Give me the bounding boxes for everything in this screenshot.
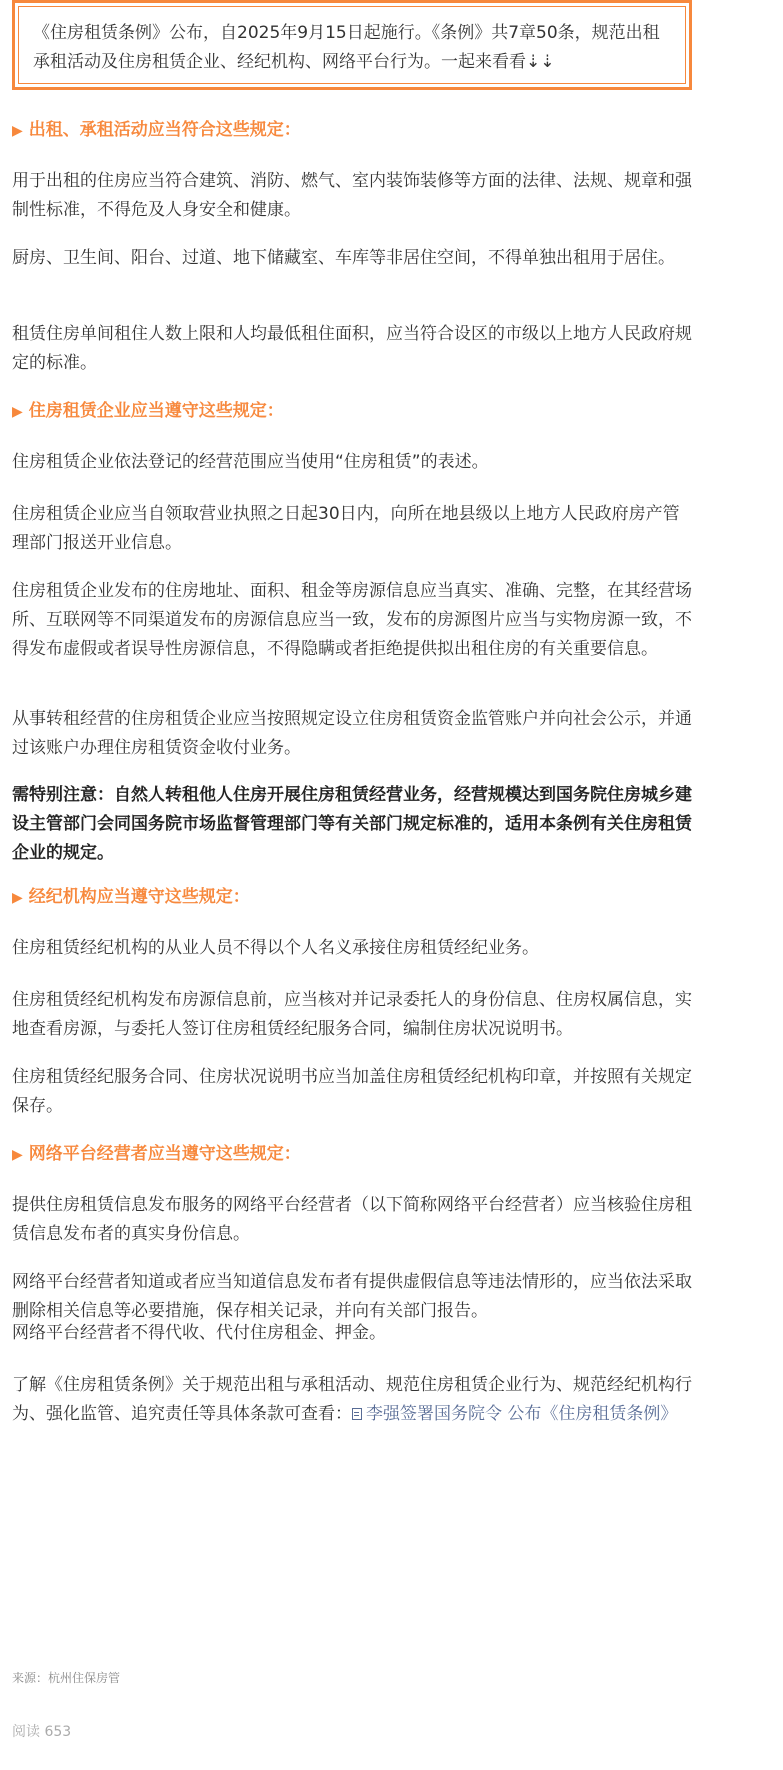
triangle-icon: ▶ <box>12 890 23 906</box>
triangle-icon: ▶ <box>12 404 23 420</box>
intro-box <box>12 0 692 90</box>
article-link[interactable] <box>352 1404 677 1424</box>
closing-paragraph <box>12 1371 694 1429</box>
special-note: 需特别注意：自然人转租他人住房开展住房租赁经营业务，经营规模达到国务院住房城乡建设主管部门会同国务院市场监督管理部门等有关部门规定标准的，适用本条例有关住房租赁企业的规定。 <box>12 785 692 863</box>
paragraph: 租赁住房单间租住人数上限和人均最低租住面积，应当符合设区的市级以上地方人民政府规定的标准。 <box>12 324 692 373</box>
article-link-text[interactable]: 李强签署国务院令 公布《住房租赁条例》 <box>366 1404 678 1424</box>
intro-text: 《住房租赁条例》公布，自2025年9月15日起施行。《条例》共7章50条，规范出租承租活动及住房租赁企业、经纪机构、网络平台行为。一起来看看⇣⇣ <box>18 6 686 84</box>
section-title: 住房租赁企业应当遵守这些规定： <box>28 401 284 421</box>
paragraph: 住房租赁企业依法登记的经营范围应当使用“住房租赁”的表述。 <box>12 452 489 472</box>
section-title: 出租、承租活动应当符合这些规定： <box>28 120 301 140</box>
document-icon <box>352 1408 362 1420</box>
paragraph: 网络平台经营者知道或者应当知道信息发布者有提供虚假信息等违法情形的，应当依法采取删除相关信息等必要措施，保存相关记录，并向有关部门报告。 <box>12 1272 692 1321</box>
triangle-icon: ▶ <box>12 1147 23 1163</box>
section-heading-rent <box>12 116 301 145</box>
section-heading-platform <box>12 1140 301 1169</box>
paragraph: 网络平台经营者不得代收、代付住房租金、押金。 <box>12 1323 386 1343</box>
read-count: 阅读 653 <box>12 1724 72 1740</box>
paragraph: 住房租赁经纪机构的从业人员不得以个人名义承接住房租赁经纪业务。 <box>12 938 539 958</box>
paragraph: 住房租赁企业发布的住房地址、面积、租金等房源信息应当真实、准确、完整，在其经营场所、互联网等不同渠道发布的房源信息应当一致，发布的房源图片应当与实物房源一致，不得发布虚假或者误导性房源信息，不得隐瞒或者拒绝提供拟出租住房的有关重要信息。 <box>12 581 692 659</box>
paragraph: 提供住房租赁信息发布服务的网络平台经营者（以下简称网络平台经营者）应当核验住房租赁信息发布者的真实身份信息。 <box>12 1195 692 1244</box>
section-title: 经纪机构应当遵守这些规定： <box>28 887 250 907</box>
section-title: 网络平台经营者应当遵守这些规定： <box>28 1144 301 1164</box>
paragraph: 住房租赁企业应当自领取营业执照之日起30日内，向所在地县级以上地方人民政府房产管理部门报送开业信息。 <box>12 504 680 553</box>
paragraph: 厨房、卫生间、阳台、过道、地下储藏室、车库等非居住空间，不得单独出租用于居住。 <box>12 248 675 268</box>
section-heading-agency <box>12 883 250 912</box>
paragraph: 从事转租经营的住房租赁企业应当按照规定设立住房租赁资金监管账户并向社会公示，并通过该账户办理住房租赁资金收付业务。 <box>12 709 692 758</box>
paragraph: 住房租赁经纪机构发布房源信息前，应当核对并记录委托人的身份信息、住房权属信息，实地查看房源，与委托人签订住房租赁经纪服务合同，编制住房状况说明书。 <box>12 990 692 1039</box>
section-heading-enterprise <box>12 397 284 426</box>
paragraph: 住房租赁经纪服务合同、住房状况说明书应当加盖住房租赁经纪机构印章，并按照有关规定保存。 <box>12 1067 692 1116</box>
source-label: 来源：杭州住保房管 <box>12 1671 121 1685</box>
triangle-icon: ▶ <box>12 123 23 139</box>
closing-text: 了解《住房租赁条例》关于规范出租与承租活动、规范住房租赁企业行为、规范经纪机构行为、强化监管、追究责任等具体条款可查看： <box>12 1375 692 1424</box>
paragraph: 用于出租的住房应当符合建筑、消防、燃气、室内装饰装修等方面的法律、法规、规章和强制性标准，不得危及人身安全和健康。 <box>12 171 692 220</box>
